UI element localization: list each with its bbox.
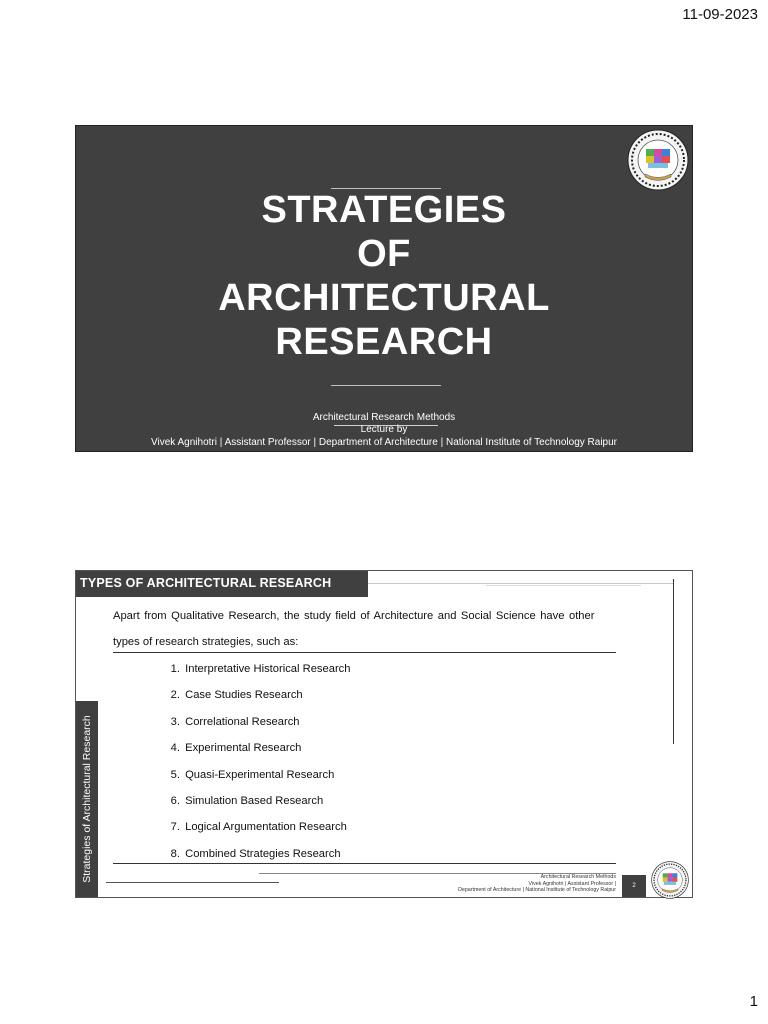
footer-line-2: Vivek Agnihotri | Assistant Professor | [528,880,616,887]
institute-logo-icon [651,861,689,899]
intro-text-line-2: types of research strategies, such as: [113,636,299,648]
footer-line-1: Architectural Research Methods [540,874,616,880]
list-item-label: Case Studies Research [185,689,303,702]
title-bottom-rule [331,385,441,386]
intro-text-line-1: Apart from Qualitative Research, the study field of Architecture and Social Science have other [113,610,595,622]
list-item-number: 6. [170,794,180,807]
side-label: Strategies of Architectural Research [81,715,93,883]
footer-rule-left [106,882,279,883]
list-item-number: 8. [170,847,180,860]
list-item [162,742,351,768]
header-rule [368,583,673,584]
list-bottom-rule [113,863,616,864]
page-date: 11-09-2023 [682,6,758,23]
lecture-by: Lecture by [360,424,408,435]
list-item-label: Experimental Research [185,742,302,755]
list-item [162,821,351,847]
list-item [162,848,351,874]
list-item-number: 4. [170,742,180,755]
header-rule-accent [486,585,641,586]
slide-title [76,188,692,364]
list-item [162,769,351,795]
list-item-label: Combined Strategies Research [185,847,341,860]
slide-footer [458,874,616,894]
page-number: 1 [749,993,758,1010]
title-line-2: OF [357,233,411,275]
list-item-label: Quasi-Experimental Research [185,768,335,781]
list-item-number: 2. [170,689,180,702]
title-line-4: RESEARCH [275,321,493,363]
list-item-number: 7. [170,821,180,834]
list-item-label: Logical Argumentation Research [185,821,347,834]
list-item [162,716,351,742]
list-item-number: 1. [170,663,180,675]
title-line-3: ARCHITECTURAL [218,277,550,319]
list-item [162,689,351,715]
course-name: Architectural Research Methods [312,412,456,423]
list-item [162,663,351,689]
slide-header [76,571,368,597]
list-item-number: 5. [170,768,180,781]
list-item [162,795,351,821]
intro-rule [113,652,616,653]
slide-number: 2 [622,875,646,897]
author-line: Vivek Agnihotri | Assistant Professor | Department of Architecture | National Institute of Technology Raipur [151,437,617,448]
content-slide [75,570,693,898]
slide-header-text: TYPES OF ARCHITECTURAL RESEARCH [80,576,332,590]
footer-line-3: Department of Architecture | National Institute of Technology Raipur [458,887,616,893]
institute-logo-icon [627,129,689,191]
vertical-rule [673,579,674,744]
research-types-list [162,663,351,874]
title-slide [75,125,693,452]
list-item-label: Correlational Research [185,715,300,728]
title-line-1: STRATEGIES [261,189,507,231]
list-item-label: Interpretative Historical Research [185,663,351,675]
list-item-label: Simulation Based Research [185,794,324,807]
list-item-number: 3. [170,715,180,728]
